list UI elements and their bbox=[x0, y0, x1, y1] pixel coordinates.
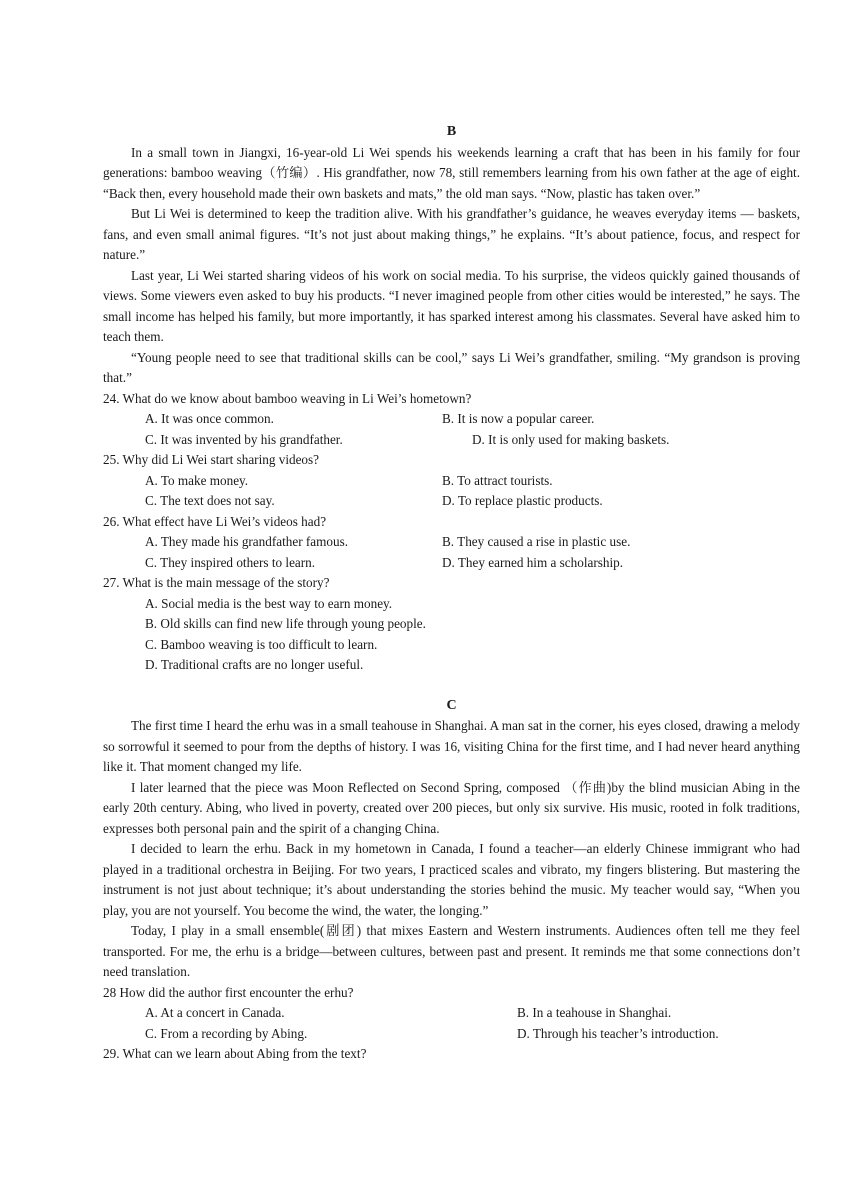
question-26-options bbox=[103, 532, 800, 573]
question-25-options bbox=[103, 471, 800, 512]
section-c-paragraph-2: I later learned that the piece was Moon Reflected on Second Spring, composed （作曲)by the blind musician Abing in the early 20th century. Abing, who lived in poverty, created over 200 pieces, but only six survive. His music, rooted in folk traditions, expresses both personal pain and the spirit of a changing China. bbox=[103, 779, 800, 836]
q26-option-c: C. They inspired others to learn. bbox=[145, 554, 316, 570]
question-27-options bbox=[103, 594, 800, 676]
section-c-paragraph-4: Today, I play in a small ensemble(剧团) that mixes Eastern and Western instruments. Audiences often tell me they feel transported. For me, the erhu is a bridge—between cultures, between past and present. It reminds me that some connections don’t need translation. bbox=[103, 923, 800, 979]
q24-option-a: A. It was once common. bbox=[145, 411, 274, 426]
q28-option-b: B. In a teahouse in Shanghai. bbox=[517, 1005, 672, 1020]
question-28: 28 How did the author first encounter the erhu? bbox=[103, 984, 354, 1000]
section-b-paragraph-4: “Young people need to see that traditional skills can be cool,” says Li Wei’s grandfather, smiling. “My grandson is proving that.” bbox=[103, 349, 800, 385]
section-c-paragraph-1: The first time I heard the erhu was in a small teahouse in Shanghai. A man sat in the corner, his eyes closed, drawing a melody so sorrowful it seemed to pour from the depths of history. I was 16, visiting China for the first time, and I had never heard anything like it. That moment changed my life. bbox=[103, 718, 800, 774]
question-29: 29. What can we learn about Abing from the text? bbox=[103, 1046, 367, 1061]
section-b-heading: B bbox=[446, 124, 457, 139]
question-24-options bbox=[103, 409, 800, 450]
section-c-paragraph-3: I decided to learn the erhu. Back in my hometown in Canada, I found a teacher—an elderly Chinese immigrant who had played in a traditional orchestra in Beijing. For two years, I practiced scales and vibrato, my fingers blistering. But mastering the instrument is not just about technique; it’s about understanding the stories behind the music. My teacher would say, “When you play, you are not yourself. You become the wind, the water, the longing.” bbox=[103, 841, 800, 918]
q24-option-c: C. It was invented by his grandfather. bbox=[145, 431, 343, 447]
section-c-heading: C bbox=[446, 697, 457, 713]
q27-option-a: A. Social media is the best way to earn money. bbox=[145, 595, 393, 611]
q25-option-d: D. To replace plastic products. bbox=[442, 493, 603, 508]
q24-option-d: D. It is only used for making baskets. bbox=[472, 431, 670, 447]
q27-option-b: B. Old skills can find new life through young people. bbox=[145, 616, 426, 631]
section-b-paragraph-3: Last year, Li Wei started sharing videos of his work on social media. To his surprise, the videos quickly gained thousands of views. Some viewers even asked to buy his products. “I never imagined people from other cities would be interested,” he says. The small income has helped his family, but more importantly, it has sparked interest among his classmates. Several have asked him to teach them. bbox=[103, 267, 800, 344]
question-27: 27. What is the main message of the story? bbox=[103, 575, 330, 590]
exam-page bbox=[103, 122, 800, 1065]
section-b-paragraph-1: In a small town in Jiangxi, 16-year-old Li Wei spends his weekends learning a craft that has been in his family for four generations: bamboo weaving（竹编）. His grandfather, now 78, still remembers learning from his own father at the age of eight. “Back then, every household made their own baskets and mats,” the old man says. “Now, plastic has taken over.” bbox=[103, 144, 800, 201]
q26-option-b: B. They caused a rise in plastic use. bbox=[442, 534, 631, 549]
q25-option-b: B. To attract tourists. bbox=[442, 472, 553, 488]
question-25: 25. Why did Li Wei start sharing videos? bbox=[103, 452, 320, 467]
section-b-paragraph-2: But Li Wei is determined to keep the tradition alive. With his grandfather’s guidance, he weaves everyday items — baskets, fans, and even small animal figures. “It’s not just about making things,” he explains. “It’s about patience, focus, and respect for nature.” bbox=[103, 206, 800, 262]
q27-option-c: C. Bamboo weaving is too difficult to learn. bbox=[145, 636, 378, 652]
q25-option-c: C. The text does not say. bbox=[145, 493, 275, 508]
q26-option-d: D. They earned him a scholarship. bbox=[442, 554, 624, 570]
q26-option-a: A. They made his grandfather famous. bbox=[145, 534, 349, 549]
question-24: 24. What do we know about bamboo weaving in Li Wei’s hometown? bbox=[103, 390, 472, 406]
question-26: 26. What effect have Li Wei’s videos had? bbox=[103, 513, 327, 529]
q28-option-c: C. From a recording by Abing. bbox=[145, 1025, 308, 1041]
q27-option-d: D. Traditional crafts are no longer useful. bbox=[145, 657, 364, 672]
section-gap bbox=[103, 676, 800, 696]
question-28-options bbox=[103, 1003, 800, 1044]
q24-option-b: B. It is now a popular career. bbox=[442, 411, 595, 426]
q28-option-d: D. Through his teacher’s introduction. bbox=[517, 1025, 719, 1041]
q25-option-a: A. To make money. bbox=[145, 472, 249, 488]
q28-option-a: A. At a concert in Canada. bbox=[145, 1005, 285, 1020]
